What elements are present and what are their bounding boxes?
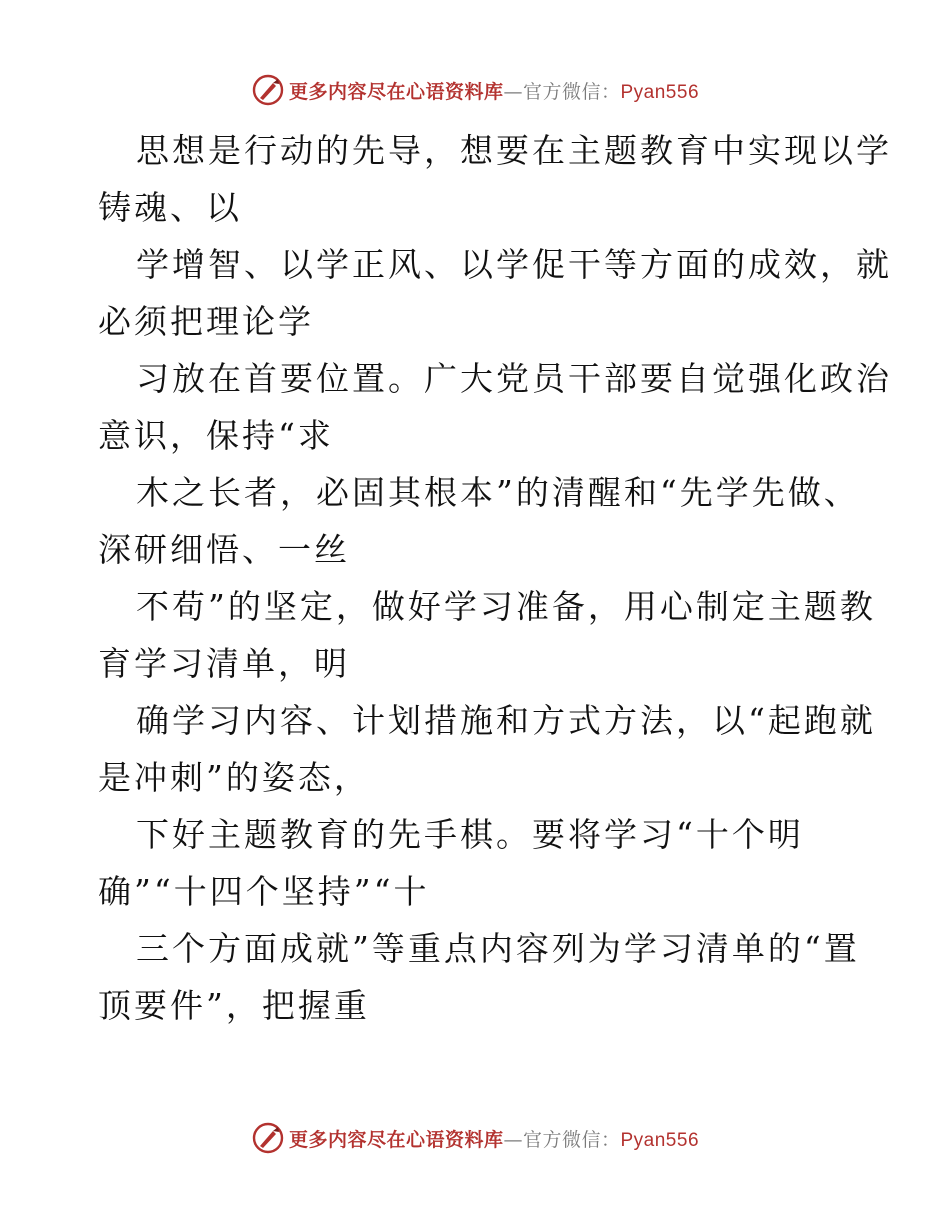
quill-pen-logo-icon <box>251 1121 285 1155</box>
banner-dash: — <box>503 80 523 103</box>
paragraph-line: 三个方面成就”等重点内容列为学习清单的“置 <box>136 929 860 968</box>
paragraph-line: 木之长者，必固其根本”的清醒和“先学先做、 <box>136 473 860 512</box>
banner-site-name: 更多内容尽在心语资料库 <box>288 1128 504 1151</box>
banner-text <box>289 1125 699 1152</box>
paragraph-line: 确学习内容、计划措施和方式方法，以“起跑就 <box>136 701 876 740</box>
quill-pen-logo-icon <box>251 73 285 107</box>
header-banner <box>0 70 950 110</box>
banner-official-label: 官方微信： <box>522 80 621 103</box>
paragraph <box>98 806 858 920</box>
paragraph-line: 不苟”的坚定，做好学习准备，用心制定主题教 <box>136 587 876 626</box>
paragraph <box>98 578 876 692</box>
paragraph-line: 铸魂、以 <box>98 188 242 227</box>
paragraph <box>98 122 892 236</box>
paragraph <box>98 464 858 578</box>
paragraph-line: 顶要件”，把握重 <box>98 986 370 1025</box>
paragraph <box>98 350 892 464</box>
paragraph <box>98 692 876 806</box>
paragraph-line: 确”“十四个坚持”“十 <box>98 872 430 911</box>
paragraph-line: 习放在首要位置。广大党员干部要自觉强化政治 <box>136 359 892 398</box>
banner-site-name: 更多内容尽在心语资料库 <box>288 80 504 103</box>
paragraph-line: 思想是行动的先导，想要在主题教育中实现以学 <box>136 131 892 170</box>
paragraph-line: 下好主题教育的先手棋。要将学习“十个明 <box>136 815 804 854</box>
banner-dash: — <box>503 1128 523 1151</box>
paragraph <box>98 920 858 1034</box>
banner-official-label: 官方微信： <box>522 1128 621 1151</box>
footer-banner <box>0 1118 950 1158</box>
paragraph-line: 深研细悟、一丝 <box>98 530 350 569</box>
banner-wechat-id: Pyan556 <box>620 81 700 103</box>
paragraph-line: 是冲刺”的姿态， <box>98 758 370 797</box>
banner-text <box>289 77 699 104</box>
paragraph-line: 必须把理论学 <box>98 302 314 341</box>
paragraph-line: 意识，保持“求 <box>98 416 334 455</box>
document-body <box>98 122 892 1034</box>
paragraph <box>98 236 892 350</box>
paragraph-line: 学增智、以学正风、以学促干等方面的成效，就 <box>136 245 892 284</box>
banner-wechat-id: Pyan556 <box>620 1129 700 1151</box>
paragraph-line: 育学习清单，明 <box>98 644 350 683</box>
